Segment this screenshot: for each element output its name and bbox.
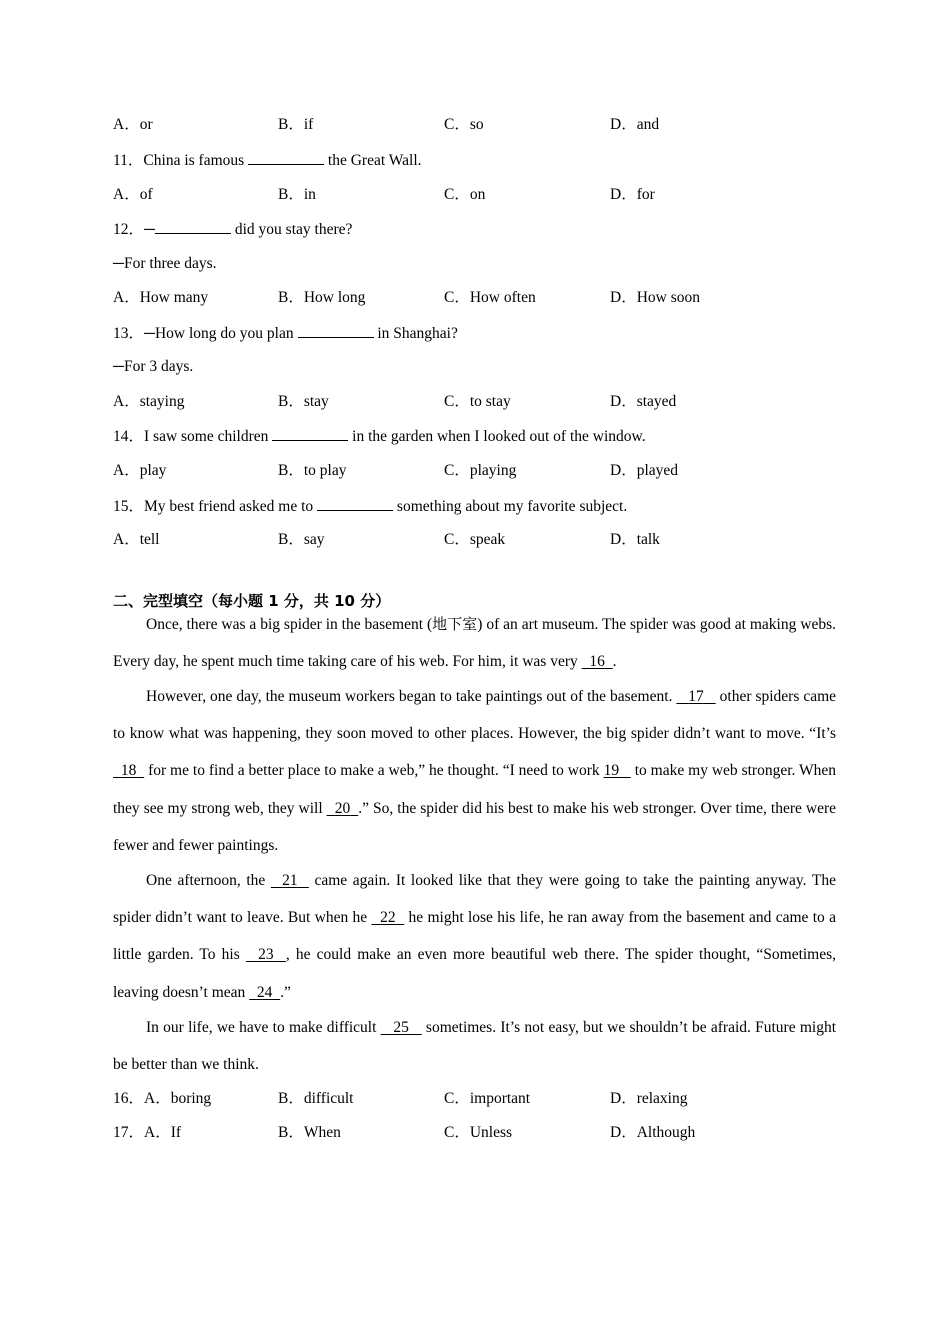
- option-a: A．or: [113, 116, 153, 133]
- q11-options: [113, 184, 837, 206]
- q12-stem: 12．─ did you stay there?: [113, 218, 837, 240]
- option-d: D．talk: [610, 531, 660, 548]
- option-b: B．say: [278, 531, 325, 548]
- blank-19: 19: [603, 762, 620, 780]
- option-b: B．if: [278, 116, 314, 133]
- blank-21: 21: [282, 872, 298, 889]
- option-c: C．Unless: [444, 1124, 513, 1141]
- option-a: A．staying: [113, 393, 185, 410]
- option-d: D．for: [610, 186, 655, 203]
- q12-options: [113, 287, 837, 309]
- blank-20: 20: [334, 799, 351, 817]
- option-d: D．stayed: [610, 393, 677, 410]
- q13-options: [113, 391, 837, 413]
- q13-stem: 13．─How long do you plan in Shanghai?: [113, 322, 837, 344]
- option-d: D．Although: [610, 1124, 696, 1141]
- option-b: B．When: [278, 1124, 341, 1141]
- passage-paragraph-4: In our life, we have to make difficult 25 sometimes. It’s not easy, but we shouldn’t be afraid. Future might be better than we think.: [113, 1019, 837, 1074]
- q13-reply: ─For 3 days.: [113, 358, 194, 375]
- q16-options: [113, 1088, 837, 1110]
- passage-paragraph-1: Once, there was a big spider in the basement (地下室) of an art museum. The spider was good at making webs. Every day, he spent much time taking care of his web. For him, it was very 16 .: [113, 615, 836, 671]
- option-d: D．How soon: [610, 289, 700, 306]
- blank-22: 22: [380, 909, 396, 927]
- answer-blank: [272, 425, 348, 441]
- option-c: C．so: [444, 116, 484, 133]
- passage-paragraph-3: One afternoon, the 21 came again. It looked like that they were going to take the painting anyway. The spider didn’t want to leave. But when he 22 he might lose his life, he ran away from the basement and came to a little garden. To his 23 , he could make an even more beautiful web there. The spider thought, “Sometimes, leaving doesn’t mean 24 .”: [113, 872, 837, 1001]
- blank-17: 17: [688, 688, 704, 705]
- blank-18: 18: [120, 762, 137, 780]
- option-b: B．stay: [278, 393, 329, 410]
- option-b: B．How long: [278, 289, 366, 306]
- option-a: 16．A．boring: [113, 1090, 212, 1107]
- q15-options: [113, 529, 837, 551]
- option-c: C．speak: [444, 531, 506, 548]
- q11-stem: 11．China is famous the Great Wall.: [113, 149, 837, 171]
- option-a: A．of: [113, 186, 153, 203]
- option-c: C．important: [444, 1090, 531, 1107]
- answer-blank: [317, 495, 393, 511]
- q10-options: [113, 114, 837, 136]
- option-b: B．to play: [278, 462, 347, 479]
- option-b: B．in: [278, 186, 316, 203]
- option-c: C．to stay: [444, 393, 511, 410]
- option-c: C．How often: [444, 289, 536, 306]
- q15-stem: 15．My best friend asked me to something about my favorite subject.: [113, 495, 837, 517]
- blank-23: 23: [258, 946, 274, 964]
- answer-blank: [155, 218, 231, 234]
- q14-stem: 14．I saw some children in the garden when I looked out of the window.: [113, 425, 837, 447]
- option-b: B．difficult: [278, 1090, 354, 1107]
- blank-16: 16: [589, 653, 605, 671]
- option-a: A．play: [113, 462, 167, 479]
- passage-paragraph-2: However, one day, the museum workers began to take paintings out of the basement. 17 other spiders came to know what was happening, they soon moved to other places. However, the big spider didn’t want to move. “It’s 18 for me to find a better place to make a web,” he thought. “I need to work 19 to make my web stronger. When they see my strong web, they will 20 .” So, the spider did his best to make his web stronger. Over time, there were fewer and fewer paintings.: [113, 688, 837, 854]
- option-a: A．tell: [113, 531, 160, 548]
- answer-blank: [298, 322, 374, 338]
- blank-24: 24: [256, 983, 273, 1001]
- option-c: C．on: [444, 186, 486, 203]
- option-d: D．played: [610, 462, 679, 479]
- option-d: D．and: [610, 116, 660, 133]
- q12-reply: ─For three days.: [113, 255, 217, 272]
- q17-options: [113, 1122, 837, 1144]
- q14-options: [113, 460, 837, 482]
- section-heading: 二、完型填空（每小题 1 分，共 10 分）: [113, 592, 391, 610]
- option-a: 17．A．If: [113, 1124, 182, 1141]
- answer-blank: [248, 149, 324, 165]
- option-c: C．playing: [444, 462, 517, 479]
- blank-25: 25: [393, 1019, 409, 1036]
- option-a: A．How many: [113, 289, 209, 306]
- option-d: D．relaxing: [610, 1090, 688, 1107]
